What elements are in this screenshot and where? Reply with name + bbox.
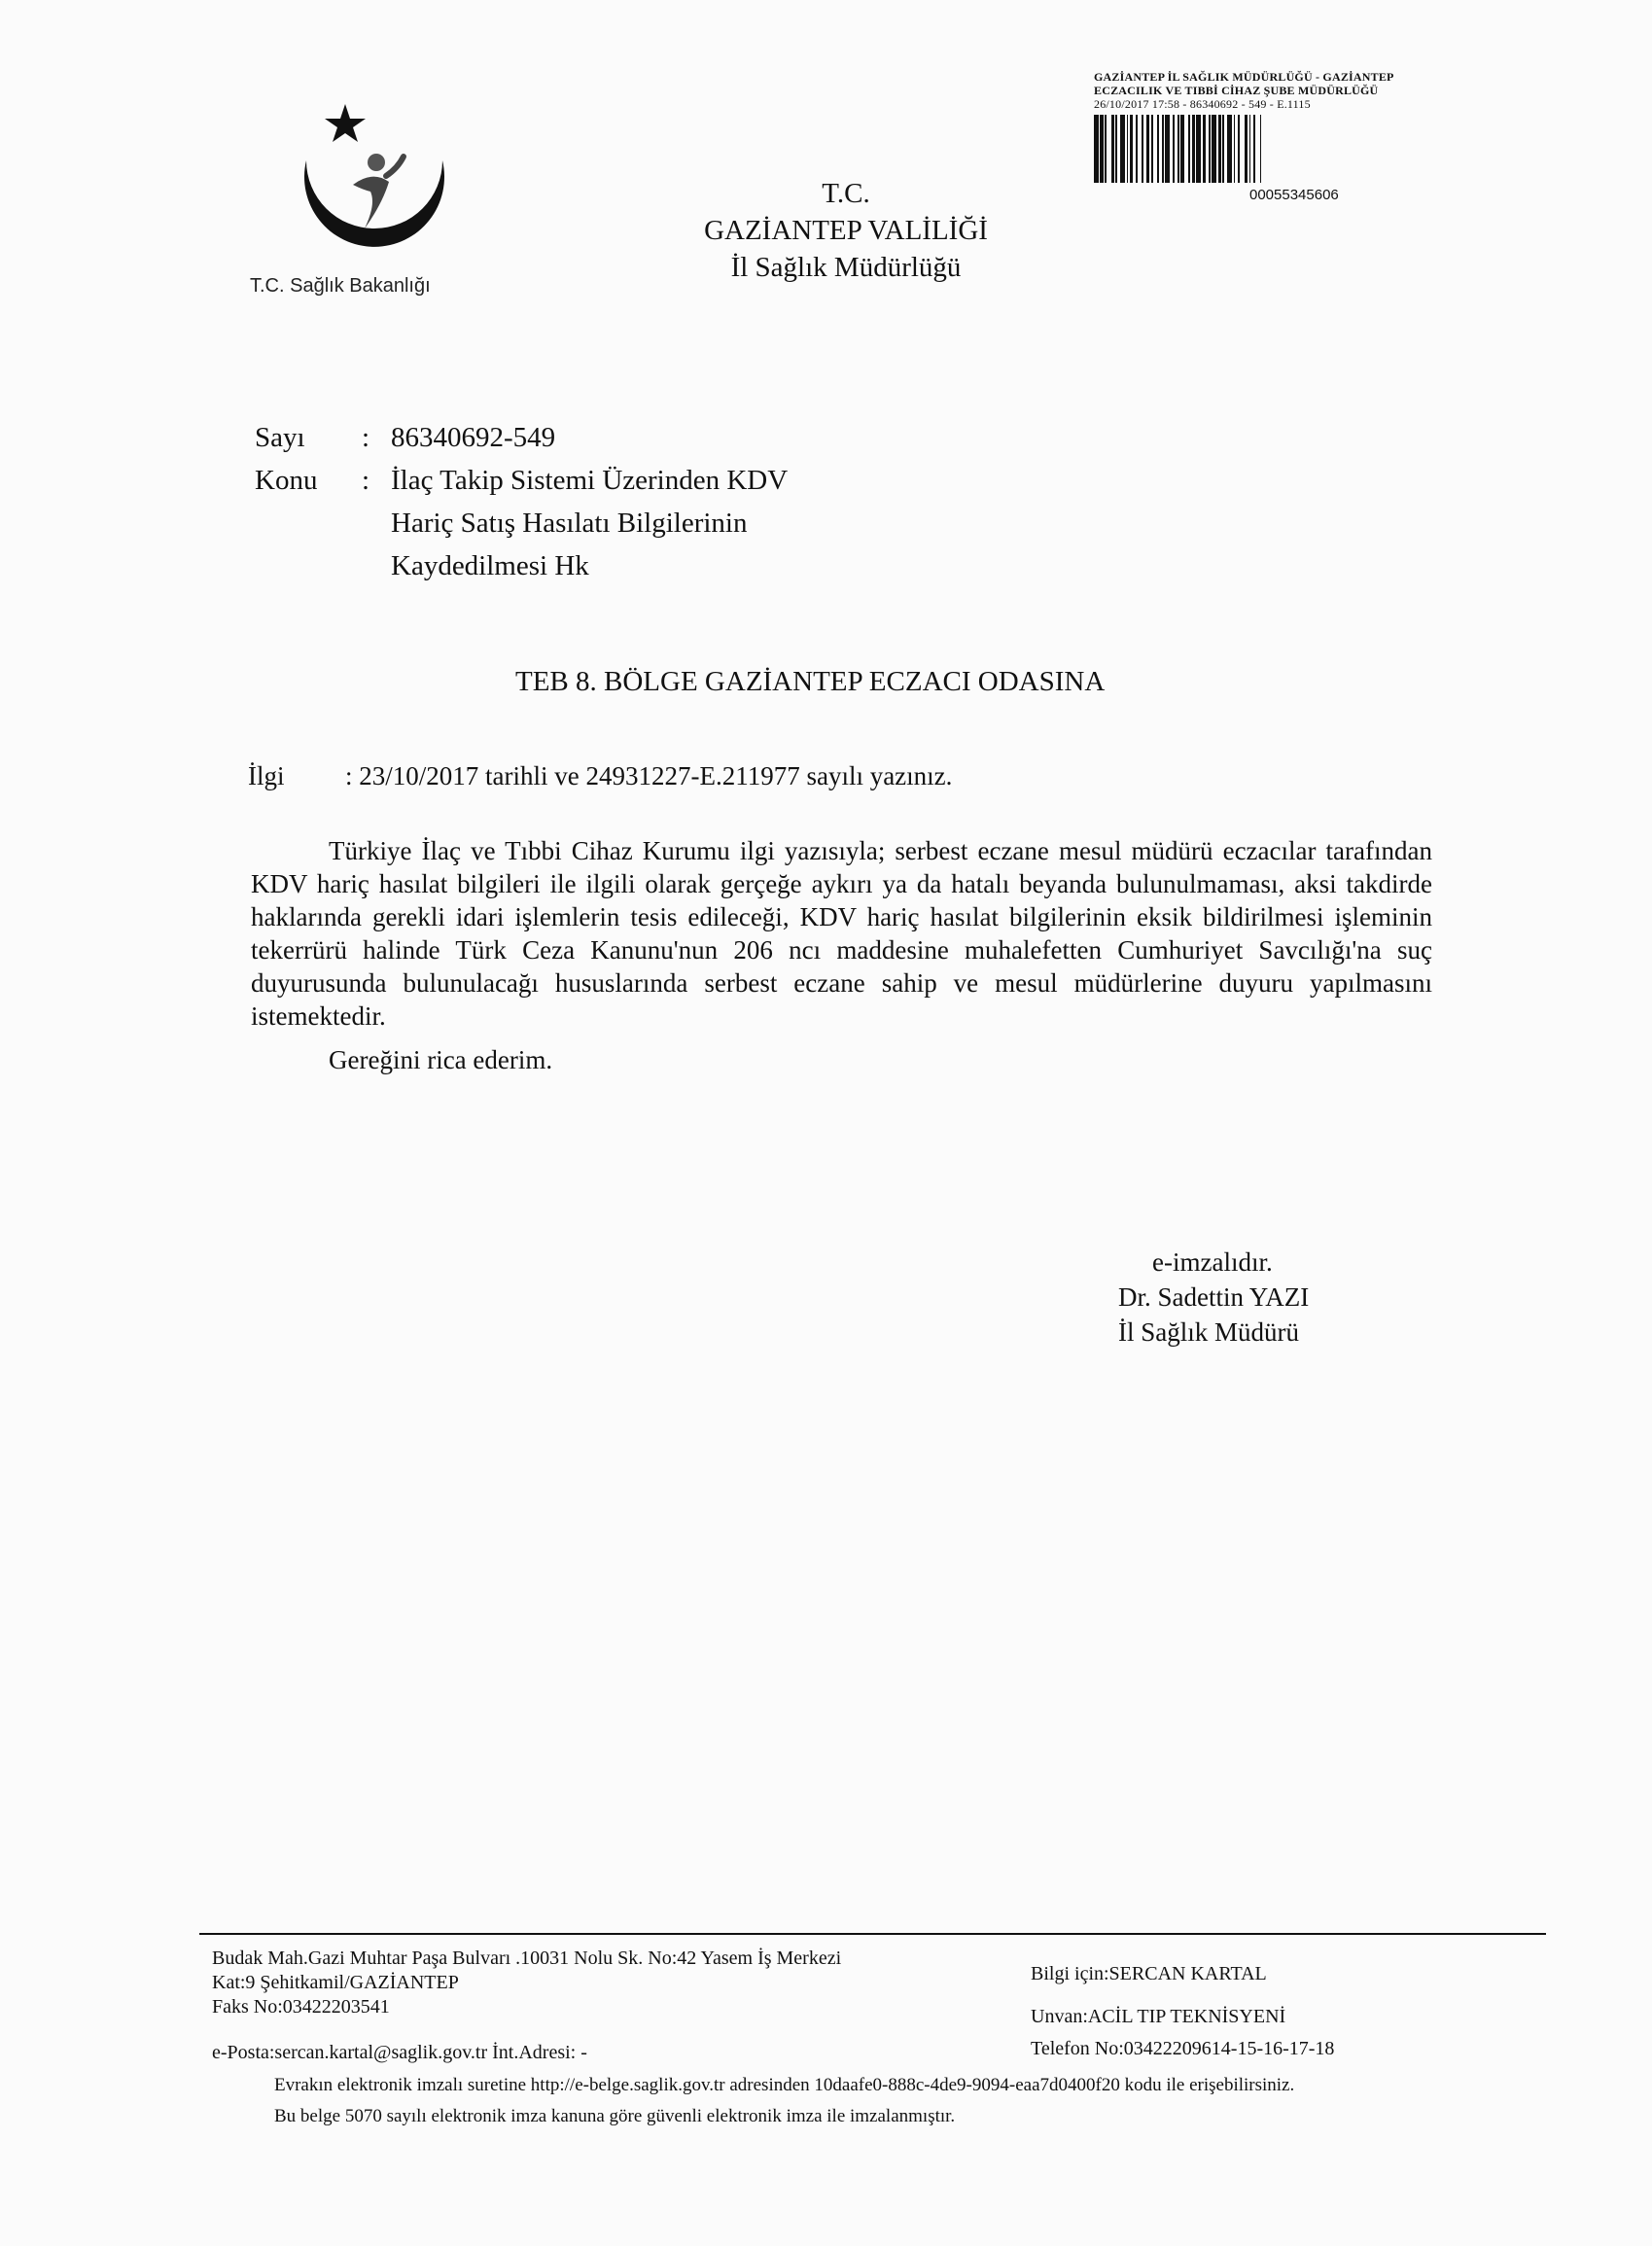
header-directorate: İl Sağlık Müdürlüğü [730, 252, 962, 283]
logo-caption: T.C. Sağlık Bakanlığı [250, 275, 431, 297]
signer-name: Dr. Sadettin YAZI [1118, 1282, 1310, 1312]
konu-row [255, 459, 858, 502]
footer-email[interactable]: e-Posta:sercan.kartal@saglik.gov.tr İnt.Adresi: - [212, 2042, 587, 2063]
crescent-star-icon [267, 92, 481, 277]
body-paragraph: Türkiye İlaç ve Tıbbi Cihaz Kurumu ilgi yazısıyla; serbest eczane mesul müdürü eczacılar tarafından KDV hariç hasılat bilgileri ile ilgili olarak gerçeğe aykırı ya da hatalı beyanda bulunulmaması, aksi takdirde haklarında gerekli idari işlemlerin tesis edileceği, KDV hariç hasılat bilgilerinin eksik bildirilmesi işleminin tekerrürü halinde Türk Ceza Kanunu'nun 206 ncı maddesine muhalefetten Cumhuriyet Savcılığı'na suç duyurusunda bulunulacağı hususlarında serbest eczane sahip ve mesul müdürlerine duyuru yapılmasını istemektedir. [251, 836, 1432, 1031]
ministry-logo [250, 92, 481, 316]
sayi-label: Sayı [255, 422, 305, 453]
footer-title: Unvan:ACİL TIP TEKNİSYENİ [1031, 2006, 1286, 2027]
letter-body [251, 834, 1432, 1033]
reference-value: : 23/10/2017 tarihli ve 24931227-E.211977 sayılı yazınız. [345, 761, 953, 790]
footer-address [212, 1947, 841, 2019]
footer-address-line-2: Kat:9 Şehitkamil/GAZİANTEP [212, 1972, 459, 1993]
stamp-line-2: ECZACILIK VE TIBBİ CİHAZ ŞUBE MÜDÜRLÜĞÜ [1094, 84, 1379, 97]
sayi-row [255, 416, 858, 459]
konu-row-2 [255, 502, 858, 544]
sayi-value: 86340692-549 [391, 422, 556, 453]
signer-title: İl Sağlık Müdürü [1118, 1317, 1299, 1347]
signature-block [1118, 1245, 1309, 1350]
footer-law-note: Bu belge 5070 sayılı elektronik imza kanuna göre güvenli elektronik imza ile imzalanmıştır. [274, 2106, 956, 2126]
stamp-line-3: 26/10/2017 17:58 - 86340692 - 549 - E.1115 [1094, 97, 1311, 111]
konu-line-1: İlaç Takip Sistemi Üzerinden KDV [391, 465, 789, 496]
letterhead [622, 175, 1070, 286]
registry-stamp [1094, 70, 1502, 203]
header-governorship: GAZİANTEP VALİLİĞİ [704, 215, 988, 246]
konu-colon: : [362, 465, 370, 496]
konu-row-3 [255, 544, 858, 587]
footer-fax: Faks No:03422203541 [212, 1996, 390, 2018]
konu-label: Konu [255, 465, 318, 496]
reference-label: İlgi [248, 761, 285, 790]
footer-info: Bilgi için:SERCAN KARTAL [1031, 1963, 1267, 1984]
sayi-colon: : [362, 422, 370, 453]
footer-address-line-1: Budak Mah.Gazi Muhtar Paşa Bulvarı .10031 Nolu Sk. No:42 Yasem İş Merkezi [212, 1948, 842, 1969]
e-signed-note: e-imzalıdır. [1152, 1247, 1273, 1277]
barcode [1094, 115, 1493, 183]
footer-contact [1031, 1952, 1285, 2038]
footer-phone: Telefon No:03422209614-15-16-17-18 [1031, 2038, 1335, 2059]
addressee: TEB 8. BÖLGE GAZİANTEP ECZACI ODASINA [515, 666, 1106, 697]
document-meta [255, 416, 858, 587]
stamp-line-1: GAZİANTEP İL SAĞLIK MÜDÜRLÜĞÜ - GAZİANTEP [1094, 70, 1394, 84]
reference-row [248, 761, 952, 791]
konu-line-3: Kaydedilmesi Hk [391, 550, 589, 581]
konu-line-2: Hariç Satış Hasılatı Bilgilerinin [391, 508, 748, 539]
footer-divider [199, 1933, 1546, 1935]
footer-verify-note[interactable]: Evrakın elektronik imzalı suretine http://e-belge.saglik.gov.tr adresinden 10daafe0-888c-4de9-9094-eaa7d0400f20 kodu ile erişebilirsiniz. [274, 2075, 1295, 2095]
barcode-number: 00055345606 [1249, 187, 1339, 203]
barcode-bar [1261, 115, 1264, 183]
header-country: T.C. [822, 178, 870, 209]
closing-line: Gereğini rica ederim. [329, 1045, 553, 1074]
